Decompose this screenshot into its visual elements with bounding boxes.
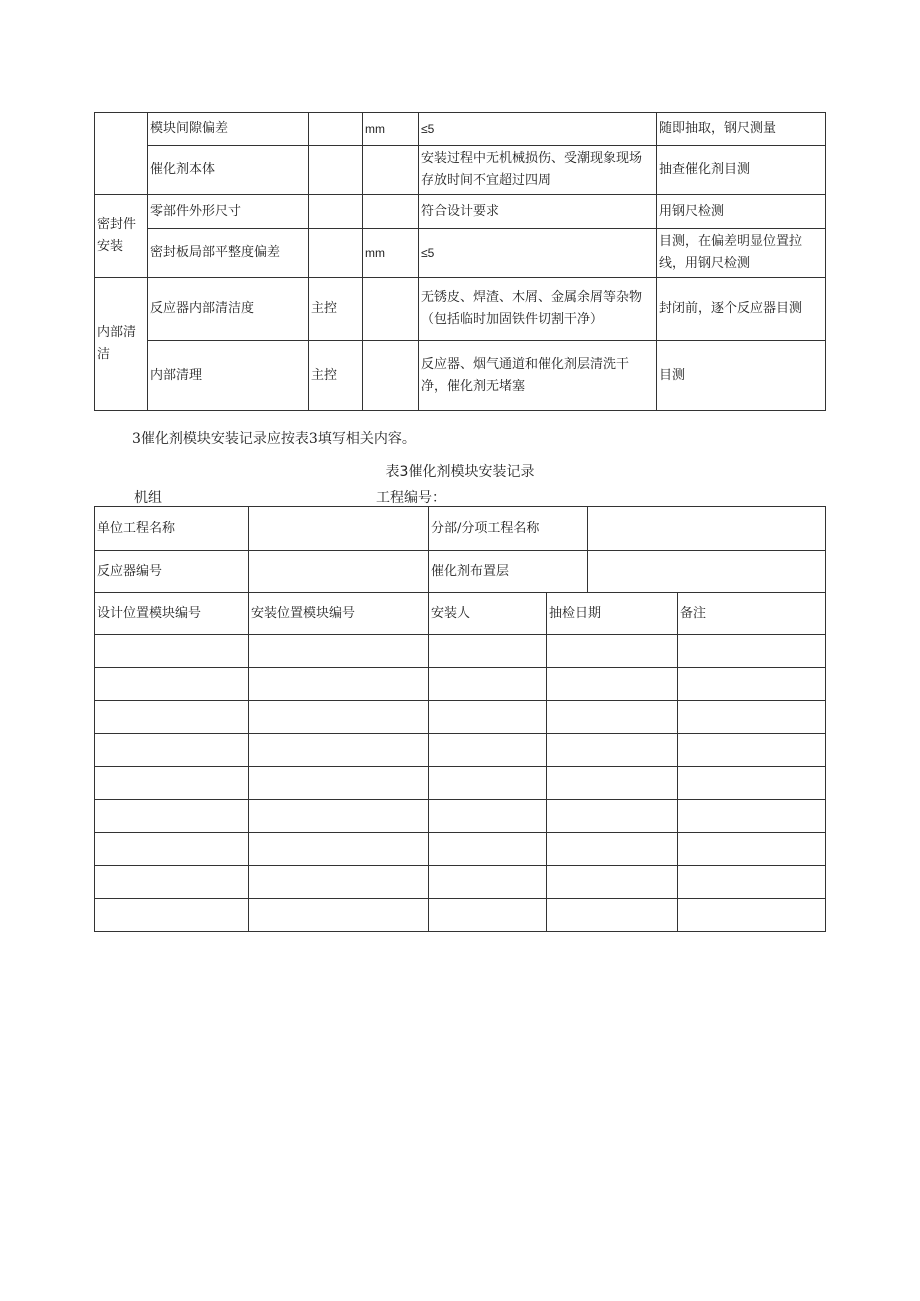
record-cell[interactable] [249,734,429,767]
value-cell[interactable] [249,551,429,593]
header-cell: 备注 [678,593,826,635]
item-cell: 密封板局部平整度偏差 [148,229,309,278]
record-cell[interactable] [95,734,249,767]
type-cell [309,229,363,278]
label-cell: 单位工程名称 [95,507,249,551]
record-cell[interactable] [547,635,678,668]
group-cell-empty [95,113,148,195]
record-cell[interactable] [678,833,826,866]
header-cell: 设计位置模块编号 [95,593,249,635]
record-cell[interactable] [678,866,826,899]
requirement-cell: ≤5 [419,113,657,146]
table-row [95,767,826,800]
type-cell [309,146,363,195]
table-row [95,635,826,668]
item-cell: 零部件外形尺寸 [148,195,309,229]
method-cell: 目测 [657,341,826,411]
record-cell[interactable] [678,767,826,800]
item-cell: 内部清理 [148,341,309,411]
unit-cell [363,146,419,195]
table-row [95,734,826,767]
table-row [95,668,826,701]
method-cell: 随即抽取，钢尺测量 [657,113,826,146]
record-cell[interactable] [678,800,826,833]
record-cell[interactable] [249,833,429,866]
record-cell[interactable] [95,635,249,668]
unit-cell [363,341,419,411]
group-cell: 密封件安装 [95,195,148,278]
method-cell: 抽查催化剂目测 [657,146,826,195]
method-cell: 用钢尺检测 [657,195,826,229]
record-cell[interactable] [429,800,547,833]
type-cell [309,113,363,146]
unit-cell: mm [363,229,419,278]
record-cell[interactable] [95,899,249,932]
record-cell[interactable] [547,800,678,833]
item-cell: 反应器内部清洁度 [148,278,309,341]
record-cell[interactable] [678,734,826,767]
value-cell[interactable] [588,507,826,551]
value-cell[interactable] [249,507,429,551]
requirement-cell: 反应器、烟气通道和催化剂层清洗干净，催化剂无堵塞 [419,341,657,411]
table-row [95,866,826,899]
unit-cell [363,195,419,229]
record-cell[interactable] [95,767,249,800]
record-cell[interactable] [547,668,678,701]
record-cell[interactable] [249,866,429,899]
table-row [95,899,826,932]
requirement-cell: 无锈皮、焊渣、木屑、金属余屑等杂物（包括临时加固铁件切割干净） [419,278,657,341]
record-cell[interactable] [429,899,547,932]
item-cell: 模块间隙偏差 [148,113,309,146]
record-cell[interactable] [429,635,547,668]
record-cell[interactable] [249,701,429,734]
unit-cell: mm [363,113,419,146]
record-cell[interactable] [95,668,249,701]
record-cell[interactable] [249,899,429,932]
record-cell[interactable] [249,668,429,701]
record-cell[interactable] [547,833,678,866]
record-cell[interactable] [678,701,826,734]
type-cell: 主控 [309,278,363,341]
record-cell[interactable] [547,899,678,932]
type-cell: 主控 [309,341,363,411]
requirement-cell: 符合设计要求 [419,195,657,229]
method-cell: 目测，在偏差明显位置拉线，用钢尺检测 [657,229,826,278]
record-cell[interactable] [678,899,826,932]
record-cell[interactable] [547,701,678,734]
installation-record-table [94,506,826,932]
type-cell [309,195,363,229]
header-cell: 抽检日期 [547,593,678,635]
item-cell: 催化剂本体 [148,146,309,195]
label-cell: 反应器编号 [95,551,249,593]
requirement-cell: ≤5 [419,229,657,278]
record-cell[interactable] [547,767,678,800]
record-cell[interactable] [249,767,429,800]
paragraph-text: 3催化剂模块安装记录应按表3填写相关内容。 [132,431,416,447]
record-cell[interactable] [95,866,249,899]
value-cell[interactable] [588,551,826,593]
record-cell[interactable] [547,734,678,767]
method-cell: 封闭前，逐个反应器目测 [657,278,826,341]
project-number-label: 工程编号： [376,490,446,506]
record-cell[interactable] [429,701,547,734]
record-cell[interactable] [95,833,249,866]
table-row [95,800,826,833]
header-cell: 安装人 [429,593,547,635]
label-cell: 催化剂布置层 [429,551,588,593]
label-cell: 分部/分项工程名称 [429,507,588,551]
table-caption: 表3催化剂模块安装记录 [385,464,535,480]
record-cell[interactable] [429,866,547,899]
record-cell[interactable] [95,701,249,734]
inspection-table [94,112,826,411]
record-cell[interactable] [95,800,249,833]
record-cell[interactable] [429,734,547,767]
record-cell[interactable] [429,668,547,701]
record-cell[interactable] [678,668,826,701]
record-cell[interactable] [678,635,826,668]
table-row [95,833,826,866]
record-cell[interactable] [429,767,547,800]
group-cell: 内部清洁 [95,278,148,411]
header-cell: 安装位置模块编号 [249,593,429,635]
requirement-cell: 安装过程中无机械损伤、受潮现象现场存放时间不宜超过四周 [419,146,657,195]
table-row [95,701,826,734]
record-cell[interactable] [249,800,429,833]
unit-label: 机组 [134,490,162,506]
record-cell[interactable] [429,833,547,866]
record-rows [95,635,826,932]
record-cell[interactable] [249,635,429,668]
unit-cell [363,278,419,341]
record-cell[interactable] [547,866,678,899]
